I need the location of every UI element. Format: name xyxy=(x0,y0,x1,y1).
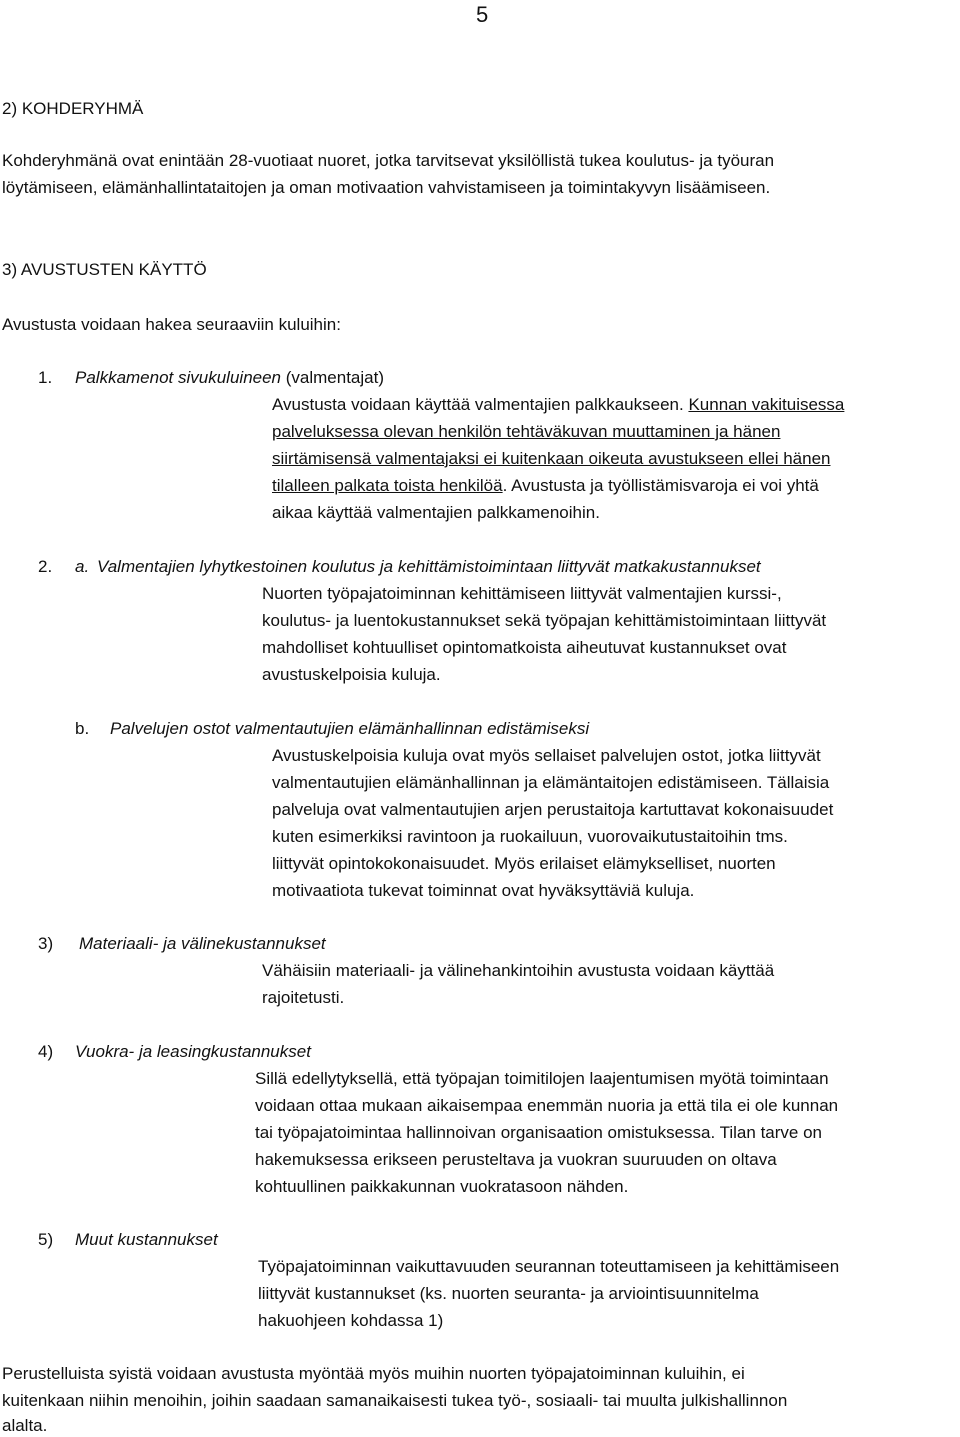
item-text-line: rajoitetusti. xyxy=(262,988,345,1007)
closing-line: alalta. xyxy=(2,1416,48,1435)
item-number: 3) xyxy=(38,934,54,953)
item-text-line: Nuorten työpajatoiminnan kehittämiseen liittyvät valmentajien kurssi-, xyxy=(262,584,782,603)
item-text-line xyxy=(272,475,819,497)
item-text-line: kohtuullinen paikkakunnan vuokratasoon nähden. xyxy=(255,1177,629,1196)
item-text-line: koulutus- ja luentokustannukset sekä työpajan kehittämistoimintaan liittyvät xyxy=(262,611,827,630)
item-title-muut: Muut kustannukset xyxy=(75,1230,218,1249)
item-number: 5) xyxy=(38,1230,54,1249)
item-title-materiaali: Materiaali- ja välinekustannukset xyxy=(79,934,326,953)
item-text-underlined: Kunnan vakituisessa xyxy=(688,395,845,414)
section-heading-kohderyhma: 2) KOHDERYHMÄ xyxy=(2,99,144,118)
item-letter: a. xyxy=(75,557,90,576)
item-text-plain: . Avustusta ja työllistämisvaroja ei voi yhtä xyxy=(502,476,819,495)
page-number: 5 xyxy=(476,2,489,27)
item-number: 2. xyxy=(38,557,53,576)
item-text-line: mahdolliset kohtuulliset opintomatkoista aiheutuvat kustannukset ovat xyxy=(262,638,787,657)
item-title-italic: Palkkamenot sivukuluineen xyxy=(75,368,282,387)
item-text-line: Avustuskelpoisia kuluja ovat myös sellaiset palvelujen ostot, jotka liittyvät xyxy=(272,746,821,765)
intro-text: Avustusta voidaan hakea seuraaviin kuluihin: xyxy=(2,315,341,334)
item-text-underlined-line: palveluksessa olevan henkilön tehtäväkuvan muuttaminen ja hänen xyxy=(272,422,781,441)
closing-line: kuitenkaan niihin menoihin, joihin saadaan samanaikaisesti tukea työ-, sosiaali- tai muulta julkishallinnon xyxy=(2,1391,788,1410)
item-text-line: aikaa käyttää valmentajien palkkamenoihin. xyxy=(272,503,600,522)
item-text-line: Sillä edellytyksellä, että työpajan toimitilojen laajentumisen myötä toimintaan xyxy=(255,1069,829,1088)
item-title-vuokra: Vuokra- ja leasingkustannukset xyxy=(75,1042,311,1061)
item-title-palvelujen-ostot: Palvelujen ostot valmentautujien elämänhallinnan edistämiseksi xyxy=(110,719,590,738)
paragraph-line: löytämiseen, elämänhallintataitojen ja oman motivaation vahvistamiseen ja toimintakyvyn lisäämiseen. xyxy=(2,178,771,197)
item-text-line: avustuskelpoisia kuluja. xyxy=(262,665,441,684)
section-heading-avustusten-kaytto: 3) AVUSTUSTEN KÄYTTÖ xyxy=(2,260,207,279)
item-number: 4) xyxy=(38,1042,54,1061)
item-text-underlined-line: siirtämisensä valmentajaksi ei kuitenkaan oikeuta avustukseen ellei hänen xyxy=(272,449,831,468)
item-text-plain: Avustusta voidaan käyttää valmentajien palkkaukseen. xyxy=(272,395,689,414)
item-title-palkkamenot xyxy=(75,367,384,389)
item-text-underlined: tilalleen palkata toista henkilöä xyxy=(272,476,503,495)
item-text-line: Työpajatoiminnan vaikuttavuuden seurannan toteuttamiseen ja kehittämiseen xyxy=(258,1257,840,1276)
item-text-line: palveluja ovat valmentautujien arjen perustaitoja kartuttavat kokonaisuudet xyxy=(272,800,834,819)
item-text-line: kuten esimerkiksi ravintoon ja ruokailuun, vuorovaikutustaitoihin tms. xyxy=(272,827,788,846)
item-text-line: liittyvät opintokokonaisuudet. Myös erilaiset elämykselliset, nuorten xyxy=(272,854,776,873)
item-text-line: Vähäisiin materiaali- ja välinehankintoihin avustusta voidaan käyttää xyxy=(262,961,775,980)
item-text-line: liittyvät kustannukset (ks. nuorten seuranta- ja arviointisuunnitelma xyxy=(258,1284,759,1303)
closing-line: Perustelluista syistä voidaan avustusta myöntää myös muihin nuorten työpajatoiminnan kuluihin, ei xyxy=(2,1364,745,1383)
item-text-line: hakuohjeen kohdassa 1) xyxy=(258,1311,444,1330)
item-text-line: voidaan ottaa mukaan aikaisempaa enemmän nuoria ja että tila ei ole kunnan xyxy=(255,1096,839,1115)
paragraph-line: Kohderyhmänä ovat enintään 28-vuotiaat nuoret, jotka tarvitsevat yksilöllistä tukea koulutus- ja työuran xyxy=(2,151,775,170)
item-text-line xyxy=(272,394,844,416)
item-title-valmentajien-koulutus: Valmentajien lyhytkestoinen koulutus ja kehittämistoimintaan liittyvät matkakustannukset xyxy=(97,557,761,576)
item-text-line: valmentautujien elämänhallinnan ja elämäntaitojen edistämiseen. Tällaisia xyxy=(272,773,830,792)
item-title-rest: (valmentajat) xyxy=(281,368,384,387)
item-text-line: motivaatiota tukevat toiminnat ovat hyväksyttäviä kuluja. xyxy=(272,881,695,900)
item-letter: b. xyxy=(75,719,90,738)
item-text-line: tai työpajatoimintaa hallinnoivan organisaation omistuksessa. Tilan tarve on xyxy=(255,1123,822,1142)
item-number: 1. xyxy=(38,368,53,387)
item-text-line: hakemuksessa erikseen perusteltava ja vuokran suuruuden on oltava xyxy=(255,1150,777,1169)
